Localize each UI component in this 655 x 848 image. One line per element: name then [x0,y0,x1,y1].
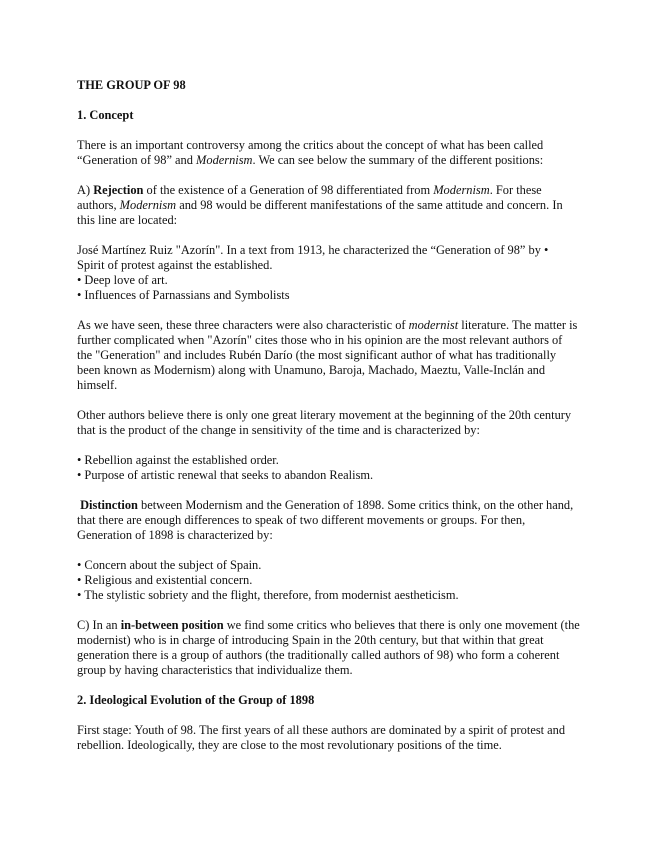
distinction-bullet: • Concern about the subject of Spain. [77,558,262,572]
position-a-text-3: and 98 would be different manifestations of the same attitude and concern. In this line are located: [77,198,563,227]
section-heading-concept: 1. Concept [77,108,134,122]
section-heading-ideological-evolution: 2. Ideological Evolution of the Group of 1898 [77,693,315,707]
document-page [77,78,580,753]
position-a-term: Rejection [93,183,144,197]
position-c-paragraph [77,618,580,678]
azorin-bullet: • Deep love of art. [77,273,168,287]
position-a-text-2: . For these authors, [77,183,542,212]
modernist-text-1: As we have seen, these three characters were also characteristic of [77,318,409,332]
modernist-paragraph [77,318,580,393]
modernist-text-2: literature. The matter is further complicated when "Azorín" cites those who in his opinion are the most relevant authors of the "Generation" and includes Rubén Darío (the most significant author of what has traditionally been known as Modernism) along with Unamuno, Baroja, Machado, Maeztu, Valle-Inclán and himself. [77,318,578,392]
position-c-term: in-between position [120,618,224,632]
document-title: THE GROUP OF 98 [77,78,186,92]
distinction-term: Distinction [80,498,138,512]
other-authors-bullet: • Purpose of artistic renewal that seeks to abandon Realism. [77,468,374,482]
azorin-spirit-line: Spirit of protest against the established. [77,258,273,272]
other-authors-paragraph: Other authors believe there is only one great literary movement at the beginning of the 20th century that is the product of the change in sensitivity of the time and is characterized by: [77,408,572,437]
azorin-bullet: • Influences of Parnassians and Symbolists [77,288,290,302]
intro-text-1: There is an important controversy among the critics about the concept of what has been called “Generation of 98” and [77,138,544,167]
intro-text-2: . We can see below the summary of the different positions: [252,153,544,167]
position-a-text-1: of the existence of a Generation of 98 differentiated from [143,183,434,197]
distinction-paragraph [77,498,580,543]
position-a-paragraph [77,183,580,228]
position-a-prefix: A) [77,183,94,197]
distinction-bullet: • Religious and existential concern. [77,573,253,587]
azorin-line: José Martínez Ruiz "Azorín". In a text from 1913, he characterized the “Generation of 98” by • [77,243,549,257]
intro-modernism-term: Modernism [196,153,253,167]
other-authors-bullet: • Rebellion against the established order. [77,453,279,467]
position-a-em-1: Modernism [433,183,490,197]
position-c-prefix: C) In an [77,618,121,632]
position-a-em-2: Modernism [119,198,177,212]
modernist-term: modernist [408,318,459,332]
first-stage-paragraph: First stage: Youth of 98. The first years of all these authors are dominated by a spirit of protest and rebellion. Ideologically, they are close to the most revolutionary positions of the time. [77,723,566,752]
position-c-text: we find some critics who believes that there is only one movement (the modernist) who is in charge of introducing Spain in the 20th century, but that within that great generation there is a group of authors (the traditionally called authors of 98) who form a coherent group by having characteristics that individualize them. [77,618,580,677]
intro-paragraph [77,138,580,168]
distinction-bullet: • The stylistic sobriety and the flight, therefore, from modernist aestheticism. [77,588,459,602]
distinction-text: between Modernism and the Generation of 1898. Some critics think, on the other hand, that there are enough differences to speak of two different movements or groups. For then, Generation of 1898 is characterized by: [77,498,574,542]
